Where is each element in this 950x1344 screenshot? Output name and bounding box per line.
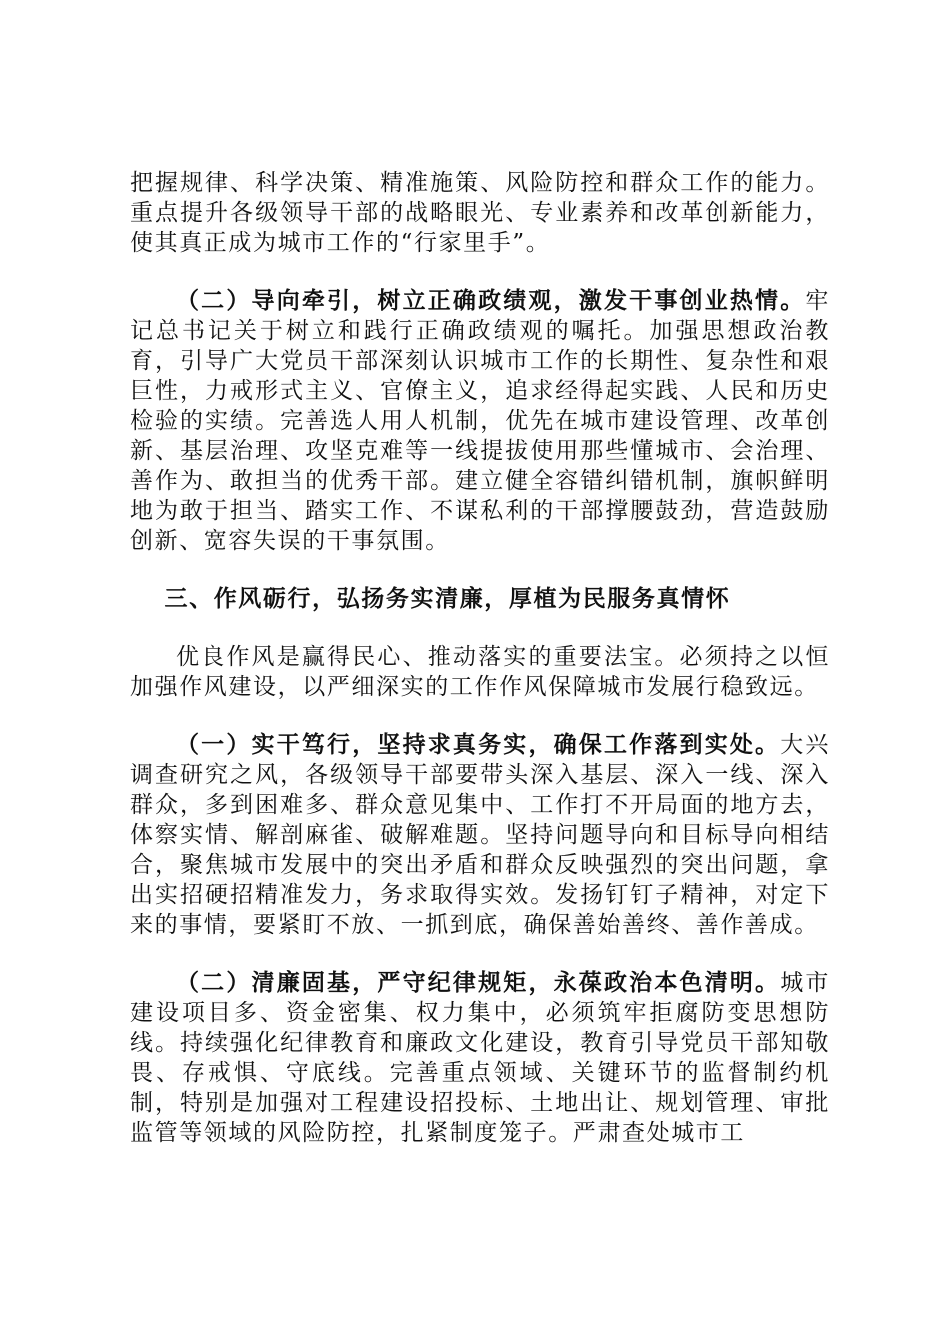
paragraph-continuation: 把握规律、科学决策、精准施策、风险防控和群众工作的能力。重点提升各级领导干部的战略眼光、专业素养和改革创新能力，使其真正成为城市工作的“行家里手”。: [130, 170, 830, 256]
paragraph-body: 大兴调查研究之风，各级领导干部要带头深入基层、深入一线、深入群众，多到困难多、群众意见集中、工作打不开局面的地方去，体察实情、解剖麻雀、破解难题。坚持问题导向和目标导向相结合，聚焦城市发展中的突出矛盾和群众反映强烈的突出问题，拿出实招硬招精准发力，务求取得实效。发扬钉钉子精神，对定下来的事情，要紧盯不放、一抓到底，确保善始善终、善作善成。: [130, 732, 830, 938]
section-heading-3: 三、作风砺行，弘扬务实清廉，厚植为民服务真情怀: [164, 585, 731, 612]
paragraph-section-intro: 优良作风是赢得民心、推动落实的重要法宝。必须持之以恒加强作风建设，以严细深实的工作作风保障城市发展行稳致远。: [130, 644, 830, 700]
paragraph-correct-performance-view: [130, 286, 830, 556]
paragraph-lead: （二）清廉固基，严守纪律规矩，永葆政治本色清明。: [176, 969, 781, 996]
document-page: [130, 168, 830, 1176]
paragraph-lead: （一）实干笃行，坚持求真务实，确保工作落到实处。: [176, 731, 781, 758]
paragraph-practical-work: [130, 730, 830, 940]
paragraph-integrity: [130, 968, 830, 1148]
paragraph-lead: （二）导向牵引，树立正确政绩观，激发干事创业热情。: [176, 287, 806, 314]
paragraph-body: 城市建设项目多、资金密集、权力集中，必须筑牢拒腐防变思想防线。持续强化纪律教育和廉政文化建设，教育引导党员干部知敬畏、存戒惧、守底线。完善重点领域、关键环节的监督制约机制，特别是加强对工程建设招投标、土地出让、规划管理、审批监管等领域的风险防控，扎紧制度笼子。严肃查处城市工: [130, 970, 830, 1146]
paragraph-body: 牢记总书记关于树立和践行正确政绩观的嘱托。加强思想政治教育，引导广大党员干部深刻认识城市工作的长期性、复杂性和艰巨性，力戒形式主义、官僚主义，追求经得起实践、人民和历史检验的实绩。完善选人用人机制，优先在城市建设管理、改革创新、基层治理、攻坚克难等一线提拔使用那些懂城市、会治理、善作为、敢担当的优秀干部。建立健全容错纠错机制，旗帜鲜明地为敢于担当、踏实工作、不谋私利的干部撑腰鼓劲，营造鼓励创新、宽容失误的干事氛围。: [130, 288, 830, 554]
